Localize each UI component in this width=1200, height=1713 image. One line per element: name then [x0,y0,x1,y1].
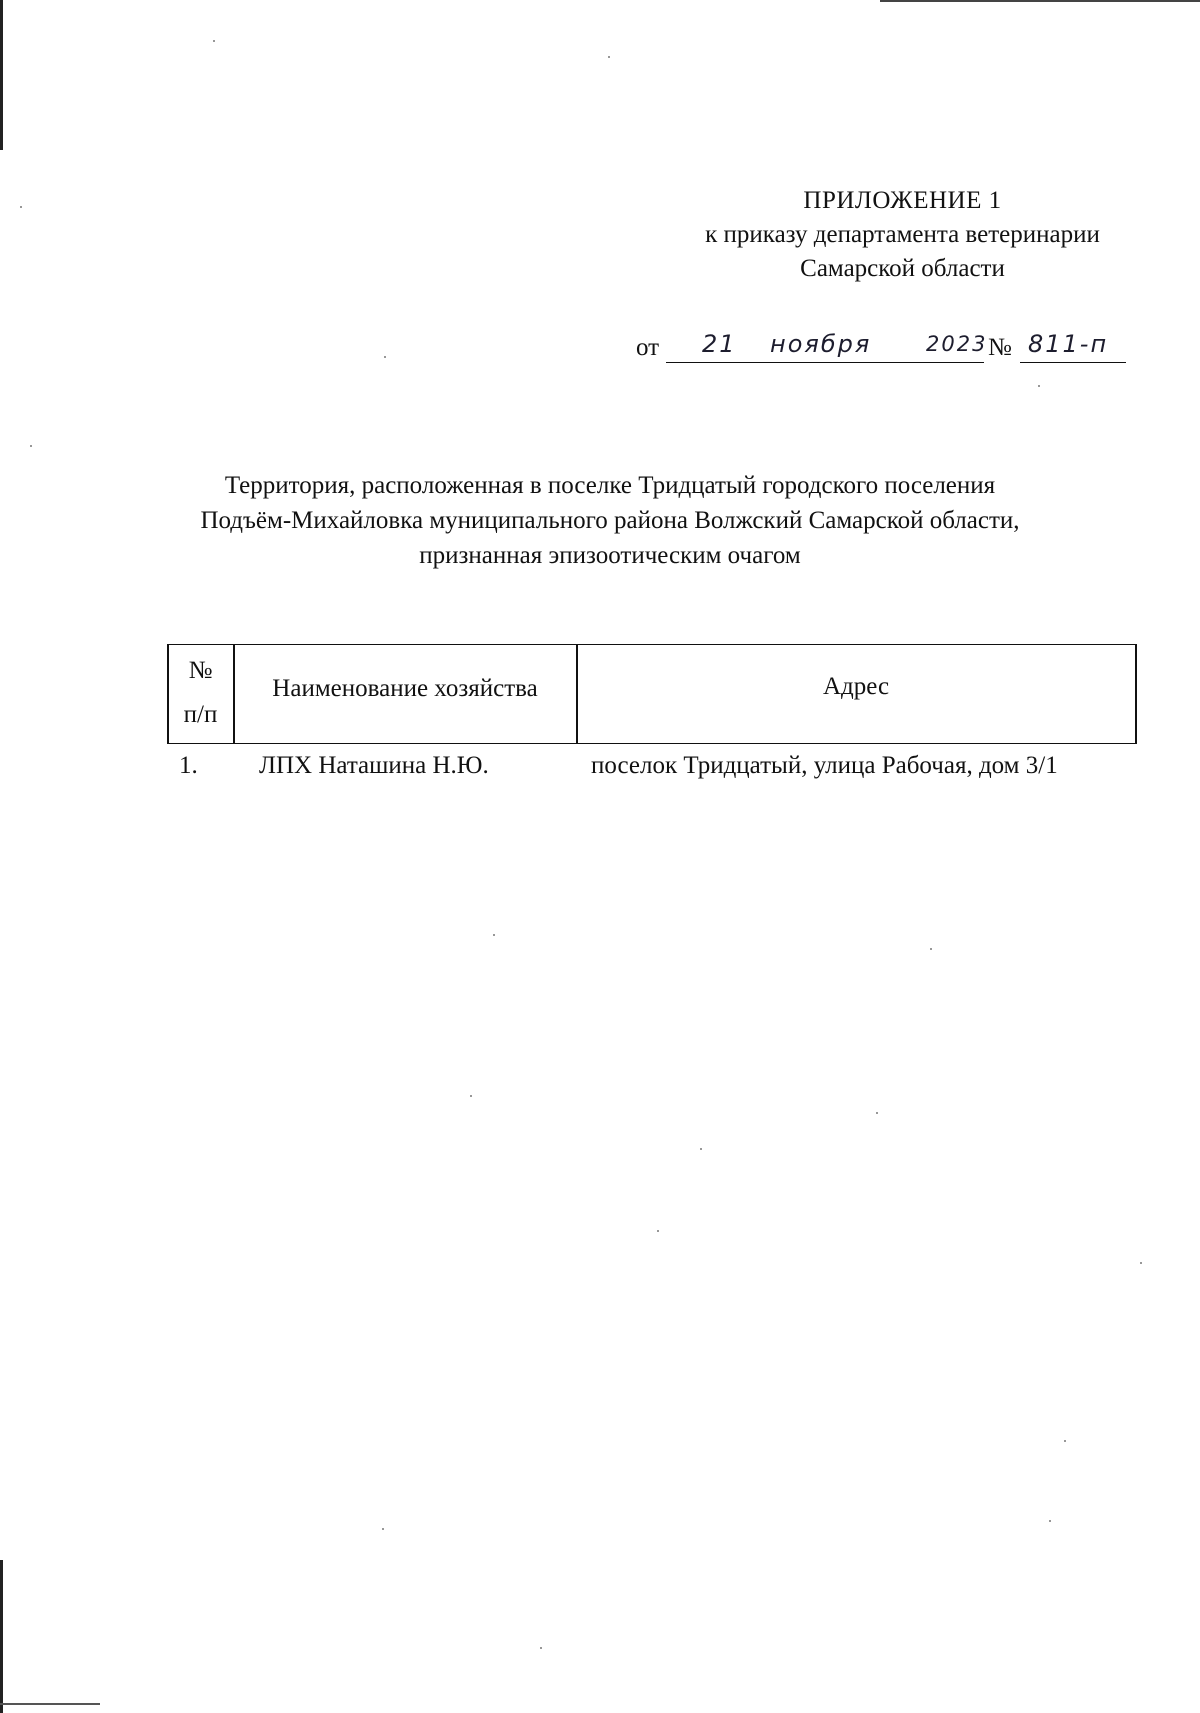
order-date-label: от [636,334,660,361]
order-date-month: ноября [770,330,872,358]
order-number-field [1020,330,1126,363]
order-date-field [666,330,988,363]
order-number-label: № [988,334,1012,361]
households-table [167,644,1137,786]
column-header-number [168,649,233,737]
appendix-header [630,184,1175,286]
appendix-title: ПРИЛОЖЕНИЕ 1 [803,187,1002,214]
table-cell-name: ЛПХ Наташина Н.Ю. [259,752,489,779]
column-header-number-line-2: п/п [183,701,218,728]
scan-speck [1049,1520,1051,1522]
scan-speck [470,1095,472,1097]
document-title-line-1: Территория, расположенная в поселке Тридцатый городского поселения [224,472,996,499]
appendix-line-1: к приказу департамента ветеринарии [705,221,1100,248]
document-title-line-2: Подъём-Михайловка муниципального района Волжский Самарской области, [200,507,1020,534]
scan-speck [493,934,495,936]
scan-speck [213,40,215,42]
table-header-row [167,644,1137,744]
order-reference-line [636,330,1196,370]
scan-speck [657,1230,659,1232]
scan-speck [876,1112,878,1114]
scan-speck [20,206,22,208]
table-border [1135,645,1137,743]
scan-speck [30,445,32,447]
order-date-year: 2023 [926,332,988,356]
scan-edge-mark [880,0,1200,2]
scan-speck [1038,385,1040,387]
scan-edge-mark [0,0,3,150]
scan-speck [1140,1262,1142,1264]
table-cell-number: 1. [179,752,198,779]
scan-speck [384,356,386,358]
column-header-address: Адрес [822,673,890,700]
scan-speck [382,1528,384,1530]
scan-speck [608,56,610,58]
order-date-day: 21 [702,330,737,358]
table-cell-address: поселок Тридцатый, улица Рабочая, дом 3/1 [591,752,1058,779]
column-header-number-line-1: № [188,657,213,684]
scan-speck [1064,1440,1066,1442]
scan-edge-mark [0,1560,3,1713]
column-header-name: Наименование хозяйства [272,675,538,702]
document-title-line-3: признанная эпизоотическим очагом [419,542,801,569]
appendix-line-2: Самарской области [800,255,1005,282]
document-title [60,468,1160,573]
scan-edge-mark [0,1703,100,1705]
table-row [167,744,1137,786]
scan-speck [930,948,932,950]
scan-speck [700,1148,702,1150]
order-number-value: 811-п [1028,330,1109,358]
scan-speck [540,1647,542,1649]
